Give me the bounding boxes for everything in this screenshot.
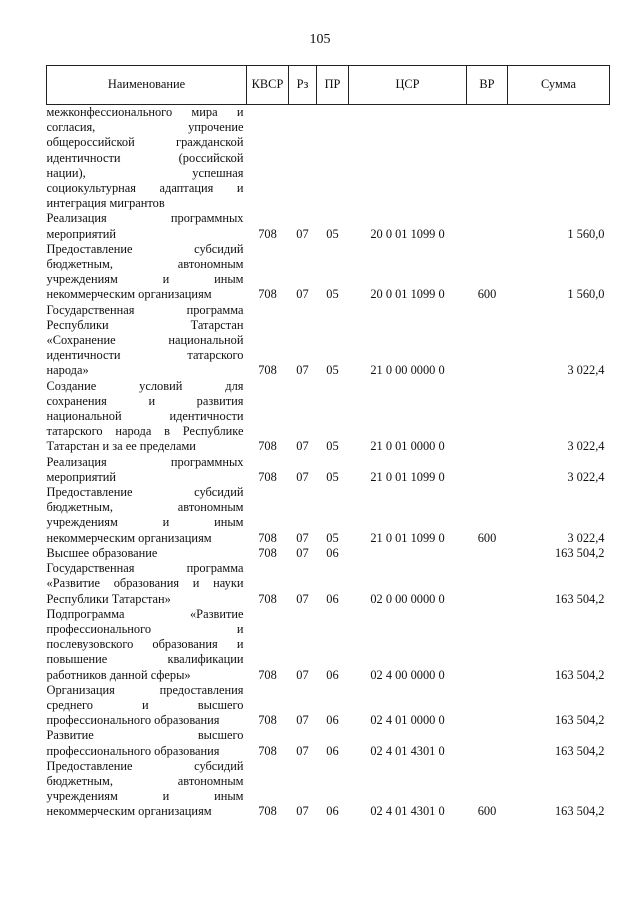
row-sum [508,105,610,212]
row-name-line: Высшее образование [46,545,158,560]
header-vr: ВР [467,66,508,105]
table-row [47,455,610,485]
row-name [47,379,247,455]
table-row [47,546,610,561]
row-rz: 07 [296,439,309,454]
row-pr: 05 [326,469,339,484]
row-name [47,211,247,241]
row-pr: 06 [326,591,339,606]
row-csr: 20 0 01 1099 0 [370,226,445,241]
row-vr [467,683,508,729]
row-name-line: Государственная программа [46,561,244,576]
row-name-line: учреждениям и иным [46,515,244,530]
row-kvsr: 708 [258,713,277,728]
row-name [47,546,247,561]
row-name-line: Реализация программных [46,454,244,469]
row-rz: 07 [296,530,309,545]
row-kvsr [247,105,289,212]
header-sum: Сумма [508,66,610,105]
row-name-line: межконфессионального мира и [46,105,244,119]
row-name-line: некоммерческим организациям [46,287,212,302]
row-name-line: «Развитие образования и науки [46,576,244,591]
row-name-line: социокультурная адаптация и [46,181,244,196]
table-header-row [47,66,610,105]
row-name-line: народа» [46,363,89,378]
row-pr: 06 [326,545,339,560]
row-kvsr: 708 [258,591,277,606]
row-kvsr: 708 [258,226,277,241]
row-csr [349,546,467,561]
row-name-line: мероприятий [46,226,117,241]
row-name-line: Республики Татарстан [46,317,244,332]
row-name [47,728,247,758]
row-sum: 163 504,2 [554,667,605,682]
header-rz: Рз [289,66,317,105]
row-name [47,105,247,212]
row-name-line: сохранения и развития [46,393,244,408]
row-rz: 07 [296,713,309,728]
page-number: 105 [309,32,331,47]
row-name-line: Реализация программных [46,211,244,226]
row-name-line: профессионального и [46,621,244,636]
row-sum: 3 022,4 [567,530,605,545]
row-name-line: общероссийской гражданской [46,135,244,150]
row-kvsr: 708 [258,667,277,682]
row-rz: 07 [296,545,309,560]
row-sum: 163 504,2 [554,591,605,606]
row-csr: 02 4 00 0000 0 [370,667,445,682]
table-row [47,105,610,212]
row-csr: 21 0 01 1099 0 [370,469,445,484]
row-rz: 07 [296,363,309,378]
row-kvsr: 708 [258,287,277,302]
row-name-line: профессионального образования [46,713,220,728]
row-kvsr: 708 [258,439,277,454]
row-name-line: мероприятий [46,469,117,484]
row-csr: 02 4 01 4301 0 [370,743,445,758]
row-name [47,561,247,607]
row-name-line: послевузовского образования и [46,637,244,652]
row-name-line: нации), успешная [46,165,244,180]
row-rz: 07 [296,287,309,302]
table-row [47,303,610,379]
row-kvsr: 708 [258,545,277,560]
row-csr: 21 0 01 1099 0 [370,530,445,545]
row-vr: 600 [477,804,497,819]
table-row [47,561,610,607]
row-vr: 600 [477,287,497,302]
row-vr [467,607,508,683]
row-pr: 05 [326,287,339,302]
row-name-line: Предоставление субсидий [46,241,244,256]
row-name [47,455,247,485]
table-row [47,211,610,241]
row-sum: 163 504,2 [554,713,605,728]
row-rz: 07 [296,804,309,819]
row-name-line: учреждениям и иным [46,272,244,287]
row-name-line: идентичности (российской [46,150,244,165]
row-name-line: Татарстан и за ее пределами [46,439,196,454]
row-vr [467,728,508,758]
row-name-line: некоммерческим организациям [46,804,212,819]
row-name [47,485,247,546]
table-row [47,728,610,758]
row-name [47,607,247,683]
row-name-line: Создание условий для [46,378,244,393]
row-rz: 07 [296,667,309,682]
row-name-line: бюджетным, автономным [46,257,244,272]
row-name-line: бюджетным, автономным [46,773,244,788]
row-name-line: Государственная программа [46,302,244,317]
row-rz: 07 [296,226,309,241]
row-csr [349,105,467,212]
row-name [47,242,247,303]
row-csr: 02 4 01 4301 0 [370,804,445,819]
row-name-line: татарского народа в Республике [46,424,244,439]
row-name-line: бюджетным, автономным [46,500,244,515]
row-vr: 600 [477,530,497,545]
row-csr: 20 0 01 1099 0 [370,287,445,302]
row-rz: 07 [296,743,309,758]
row-name-line: Подпрограмма «Развитие [46,606,244,621]
row-pr: 06 [326,804,339,819]
row-vr [467,455,508,485]
row-name-line: среднего и высшего [46,697,244,712]
table-body [47,105,610,820]
row-vr [467,379,508,455]
row-pr: 06 [326,743,339,758]
row-name-line: национальной идентичности [46,409,244,424]
budget-table [46,65,610,820]
row-kvsr: 708 [258,469,277,484]
row-vr [467,303,508,379]
row-kvsr: 708 [258,530,277,545]
row-name-line: Организация предоставления [46,682,244,697]
table-row [47,242,610,303]
row-name-line: Развитие высшего [46,728,244,743]
row-pr [317,105,349,212]
row-name-line: согласия, упрочение [46,120,244,135]
table-row [47,683,610,729]
row-name-line: «Сохранение национальной [46,333,244,348]
row-kvsr: 708 [258,743,277,758]
row-rz: 07 [296,591,309,606]
row-sum: 3 022,4 [567,439,605,454]
row-name-line: Республики Татарстан» [46,591,171,606]
row-sum: 163 504,2 [554,743,605,758]
table-row [47,485,610,546]
row-name [47,303,247,379]
row-csr: 02 4 01 0000 0 [370,713,445,728]
row-name [47,759,247,820]
row-name-line: идентичности татарского [46,348,244,363]
row-name-line: учреждениям и иным [46,789,244,804]
row-vr [467,546,508,561]
row-rz: 07 [296,469,309,484]
row-pr: 05 [326,226,339,241]
row-pr: 05 [326,439,339,454]
row-name-line: некоммерческим организациям [46,530,212,545]
row-csr: 21 0 00 0000 0 [370,363,445,378]
row-pr: 05 [326,363,339,378]
row-name-line: профессионального образования [46,743,220,758]
row-name [47,683,247,729]
table-row [47,607,610,683]
row-name-line: работников данной сферы» [46,667,191,682]
row-sum: 163 504,2 [554,545,605,560]
row-kvsr: 708 [258,363,277,378]
row-vr [467,105,508,212]
table-row [47,379,610,455]
row-name-line: повышение квалификации [46,652,244,667]
row-vr [467,211,508,241]
row-rz [289,105,317,212]
row-sum: 3 022,4 [567,469,605,484]
row-name-line: Предоставление субсидий [46,758,244,773]
row-csr: 21 0 01 0000 0 [370,439,445,454]
row-sum: 1 560,0 [567,226,605,241]
row-sum: 3 022,4 [567,363,605,378]
row-name-line: Предоставление субсидий [46,485,244,500]
row-sum: 163 504,2 [554,804,605,819]
header-pr: ПР [317,66,349,105]
row-vr [467,561,508,607]
row-pr: 06 [326,713,339,728]
row-csr: 02 0 00 0000 0 [370,591,445,606]
row-kvsr: 708 [258,804,277,819]
table-row [47,759,610,820]
header-csr: ЦСР [349,66,467,105]
row-name-line: интеграция мигрантов [46,196,165,211]
row-sum: 1 560,0 [567,287,605,302]
header-kvsr: КВСР [247,66,289,105]
row-pr: 05 [326,530,339,545]
header-name: Наименование [47,66,247,105]
row-pr: 06 [326,667,339,682]
